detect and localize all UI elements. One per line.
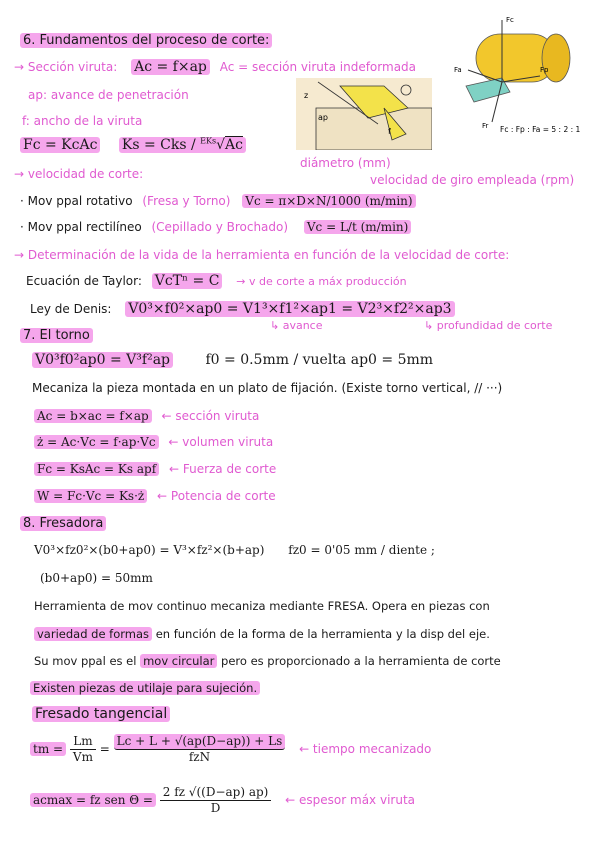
cutting-diagram bbox=[296, 78, 432, 150]
torno-fc-row bbox=[34, 461, 276, 477]
fig-fr-label: Fr bbox=[482, 122, 489, 130]
torno-equation: V0³f0²ap0 = V³f²ap bbox=[32, 352, 173, 368]
fresadora-equation: V0³×fz0²×(b0+ap0) = V³×fz²×(b+ap) bbox=[34, 543, 265, 557]
fresado-tangencial-title: Fresado tangencial bbox=[32, 706, 170, 722]
ks-formula: Ks = Cks / $^{EKs}$√Ac bbox=[119, 137, 246, 153]
tm-num-2: Lc + L + √(ap(D−ap)) + Ls bbox=[114, 734, 286, 750]
tm-formula: tm = $\frac{Lm}{Vm}$ = $\frac{Lc + L + √(ap(D-ap)) + Ls}{\text{fzN}}$ ← tiempo mecanizado bbox=[30, 734, 431, 765]
torno-values: f0 = 0.5mm / vuelta ap0 = 5mm bbox=[205, 352, 434, 368]
torno-fc-note: ← Fuerza de corte bbox=[168, 462, 277, 476]
torno-z-note: ← volumen viruta bbox=[168, 435, 274, 449]
rectilineo-note: (Cepillado y Brochado) bbox=[151, 220, 289, 234]
fig-f-label: f bbox=[388, 127, 391, 136]
denis-formula: V0³×f0²×ap0 = V1³×f1²×ap1 = V2³×f2²×ap3 bbox=[125, 301, 454, 317]
profundidad-note: ↳ profundidad de corte bbox=[424, 319, 553, 332]
ks-root: Ac bbox=[225, 136, 243, 153]
viruta-label: → Sección viruta: bbox=[14, 60, 118, 74]
tm-frac-1 bbox=[70, 734, 96, 765]
fresadora-b0: (b0+ap0) = 50mm bbox=[40, 571, 153, 585]
rotativo-note: (Fresa y Torno) bbox=[142, 194, 231, 208]
viruta-row bbox=[14, 59, 416, 75]
rotativo-row bbox=[20, 193, 416, 209]
section-7-title: 7. El torno bbox=[20, 328, 93, 344]
fig-fp-label: Fp bbox=[540, 66, 549, 74]
torno-ac-row bbox=[34, 408, 259, 424]
rotativo-label: · Mov ppal rotativo bbox=[20, 194, 133, 208]
diametro-note: diámetro (mm) bbox=[300, 156, 391, 170]
denis-row bbox=[30, 301, 455, 317]
ap-definition: ap: avance de penetración bbox=[28, 88, 189, 102]
rectilineo-row bbox=[20, 219, 411, 235]
force-row bbox=[20, 133, 246, 153]
torno-z-formula: ż = Ac·Vc = f·ap·Vc bbox=[34, 435, 159, 449]
fresadora-eq-row bbox=[34, 542, 435, 558]
torno-ac-formula: Ac = b×ac = f×ap bbox=[34, 409, 152, 423]
fresadora-p2-rest: en función de la forma de la herramienta y la disp del eje. bbox=[152, 627, 490, 641]
torno-eq-row bbox=[32, 352, 433, 368]
tm-den-1: Vm bbox=[72, 750, 93, 764]
giro-note: velocidad de giro empleada (rpm) bbox=[370, 173, 575, 187]
fresadora-p1: Herramienta de mov continuo mecaniza mediante FRESA. Opera en piezas con bbox=[34, 599, 490, 613]
ks-exponent: EKs bbox=[200, 136, 217, 145]
fresadora-mov-circular: mov circular bbox=[140, 654, 217, 668]
f-definition: f: ancho de la viruta bbox=[22, 114, 143, 128]
fig-ap-label: ap bbox=[318, 113, 328, 122]
torno-w-formula: W = Fc·Vc = Ks·ż bbox=[34, 489, 147, 503]
taylor-label: Ecuación de Taylor: bbox=[26, 274, 142, 288]
fresadora-p4: Existen piezas de utilaje para sujeción. bbox=[30, 680, 260, 696]
torno-w-note: ← Potencia de corte bbox=[157, 489, 276, 503]
force-ratio: Fc : Fp : Fa = 5 : 2 : 1 bbox=[500, 125, 581, 134]
vida-label: → Determinación de la vida de la herramienta en función de la velocidad de corte: bbox=[14, 248, 510, 262]
viruta-desc: Ac = sección viruta indeformada bbox=[219, 60, 417, 74]
tm-note: ← tiempo mecanizado bbox=[299, 742, 432, 756]
fig-fc-label: Fc bbox=[506, 16, 514, 24]
torno-z-row bbox=[34, 434, 273, 450]
force-diagram bbox=[444, 14, 598, 138]
torno-fc-formula: Fc = KsAc = Ks apf bbox=[34, 462, 159, 476]
torno-mecaniza: Mecaniza la pieza montada en un plato de fijación. (Existe torno vertical, // ···) bbox=[32, 381, 503, 395]
rotativo-formula: Vc = π×D×N/1000 (m/min) bbox=[242, 194, 415, 208]
fresadora-p2 bbox=[34, 626, 490, 642]
tm-frac-2 bbox=[114, 734, 286, 765]
acmax-lhs: acmax = fz sen Θ = bbox=[30, 793, 156, 807]
fresadora-variedad: variedad de formas bbox=[34, 627, 152, 641]
acmax-frac bbox=[160, 785, 272, 816]
tm-num-1: Lm bbox=[70, 734, 96, 750]
taylor-formula: VcTⁿ = C bbox=[152, 273, 223, 289]
section-8-title: 8. Fresadora bbox=[20, 516, 106, 532]
velocidad-label: → velocidad de corte: bbox=[14, 167, 144, 181]
fresadora-p3-start: Su mov ppal es el bbox=[34, 654, 141, 668]
rectilineo-label: · Mov ppal rectilíneo bbox=[20, 220, 142, 234]
acmax-note: ← espesor máx viruta bbox=[285, 793, 416, 807]
tm-lhs: tm = bbox=[30, 742, 66, 756]
fc-formula: Fc = KcAc bbox=[20, 137, 100, 153]
avance-note: ↳ avance bbox=[270, 319, 323, 332]
cylinder-face bbox=[542, 34, 570, 82]
acmax-den: D bbox=[210, 801, 221, 815]
fig-fa-label: Fa bbox=[454, 66, 462, 74]
fresadora-fz0: fz0 = 0'05 mm / diente ; bbox=[288, 543, 435, 557]
taylor-note: → v de corte a máx producción bbox=[236, 275, 407, 288]
fresadora-p3-end: pero es proporcionado a la herramienta de corte bbox=[217, 654, 501, 668]
taylor-row bbox=[26, 273, 407, 290]
torno-ac-note: ← sección viruta bbox=[161, 409, 260, 423]
denis-label: Ley de Denis: bbox=[30, 302, 112, 316]
fig-z-label: z bbox=[304, 91, 309, 100]
rectilineo-formula: Vc = L/t (m/min) bbox=[304, 220, 411, 234]
viruta-formula: Ac = f×ap bbox=[131, 59, 210, 75]
tm-den-2: fzN bbox=[188, 750, 211, 764]
section-6-title: 6. Fundamentos del proceso de corte: bbox=[20, 33, 272, 49]
acmax-formula bbox=[30, 785, 415, 816]
fresadora-p3 bbox=[34, 653, 501, 669]
torno-w-row bbox=[34, 488, 276, 504]
acmax-num: 2 fz √((D−ap) ap) bbox=[160, 785, 272, 801]
